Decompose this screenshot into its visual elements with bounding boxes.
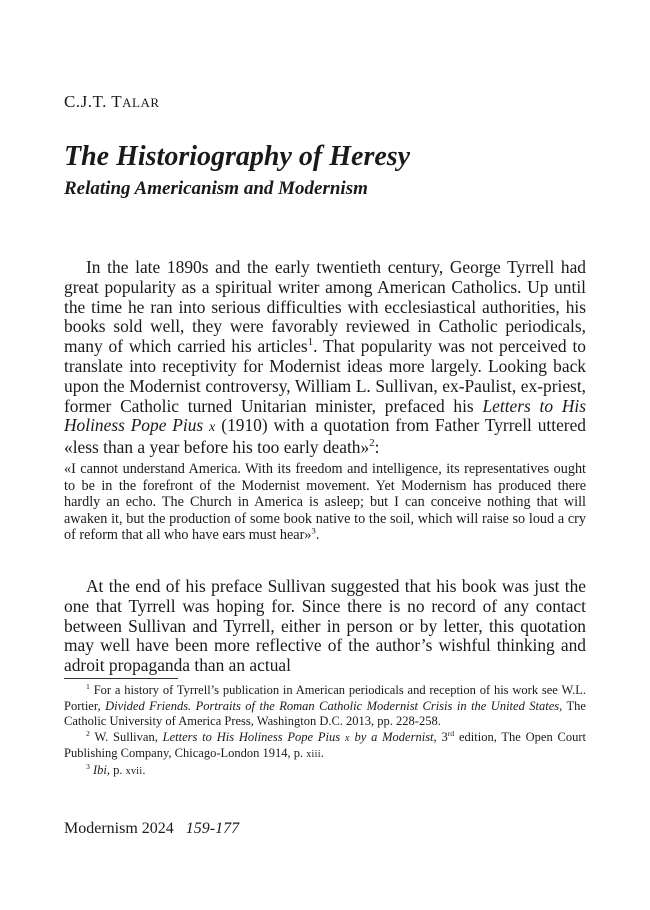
block-quote: «I cannot understand America. With its freedom and intelligence, its representatives ought to be in the forefront of the Modernist movement. Yet Modernism has produced there hardly an echo. The Church in America is asleep; but I can conceive nothing that will awaken it, but the production of some book native to the soil, which will raise so loud a cry of reform that all who have ears must hear»$^3$. — [64, 461, 586, 543]
footnote-ref-3[interactable]: 3 — [311, 525, 316, 536]
footnote-ref-2[interactable]: 2 — [369, 437, 375, 450]
body-paragraph-1: In the late 1890s and the early twentieth century, George Tyrrell had great popularity as a spiritual writer among American Catholics. Up until the time he ran into serious difficulties with ecclesiastical authorities, his books sold well, they were favorably reviewed in Catholic periodicals, many of which carried his articles$^1$. That popularity was not perceived to translate into receptivity for Modernist ideas more largely. Looking back upon the Modernist controversy, William L. Sullivan, ex-Paulist, ex-priest, former Catholic turned Unitarian minister, prefaced his Letters to His Holiness Pope Pius x (1910) with a quotation from Father Tyrrell uttered «less than a year before his too early death»$^2$: — [64, 257, 586, 458]
body-paragraph-2: At the end of his preface Sullivan suggested that his book was just the one that Tyrrell was hoping for. Since there is no record of any contact between Sullivan and Tyrrell, either in person or by letter, this quotation may well have been more reflective of the author’s wishful thinking and adroit propaganda than an actual — [64, 576, 586, 676]
author-name: C.J.T. TALAR — [64, 92, 160, 111]
footnote-1: $^1$ For a history of Tyrrell’s publication in American periodicals and reception of his work see W.L. Portier, Divided Friends. Portraits of the Roman Catholic Modernist Crisis in the United States, The Catholic University of America Press, Washington D.C. 2013, pp. 228-258. — [64, 681, 586, 728]
footnote-2: $^2$ W. Sullivan, Letters to His Holiness Pope Pius x by a Modernist, 3rd edition, The Open Court Publishing Company, Chicago-London 1914, p. xiii. — [64, 728, 586, 760]
page-footer — [64, 820, 239, 838]
article-subtitle: Relating Americanism and Modernism — [64, 178, 368, 199]
book-title: Letters to His Holiness Pope Pius x — [64, 395, 586, 436]
footnotes — [64, 683, 586, 779]
footnote-divider — [64, 678, 178, 679]
footnote-3: $^3$ Ibi, p. xvii. — [86, 761, 146, 777]
footnote-ref-1[interactable]: 1 — [307, 336, 314, 349]
journal-name: Modernism 2024 — [64, 820, 174, 837]
page-range: 159-177 — [185, 820, 240, 837]
article-title: The Historiography of Heresy — [64, 141, 411, 172]
